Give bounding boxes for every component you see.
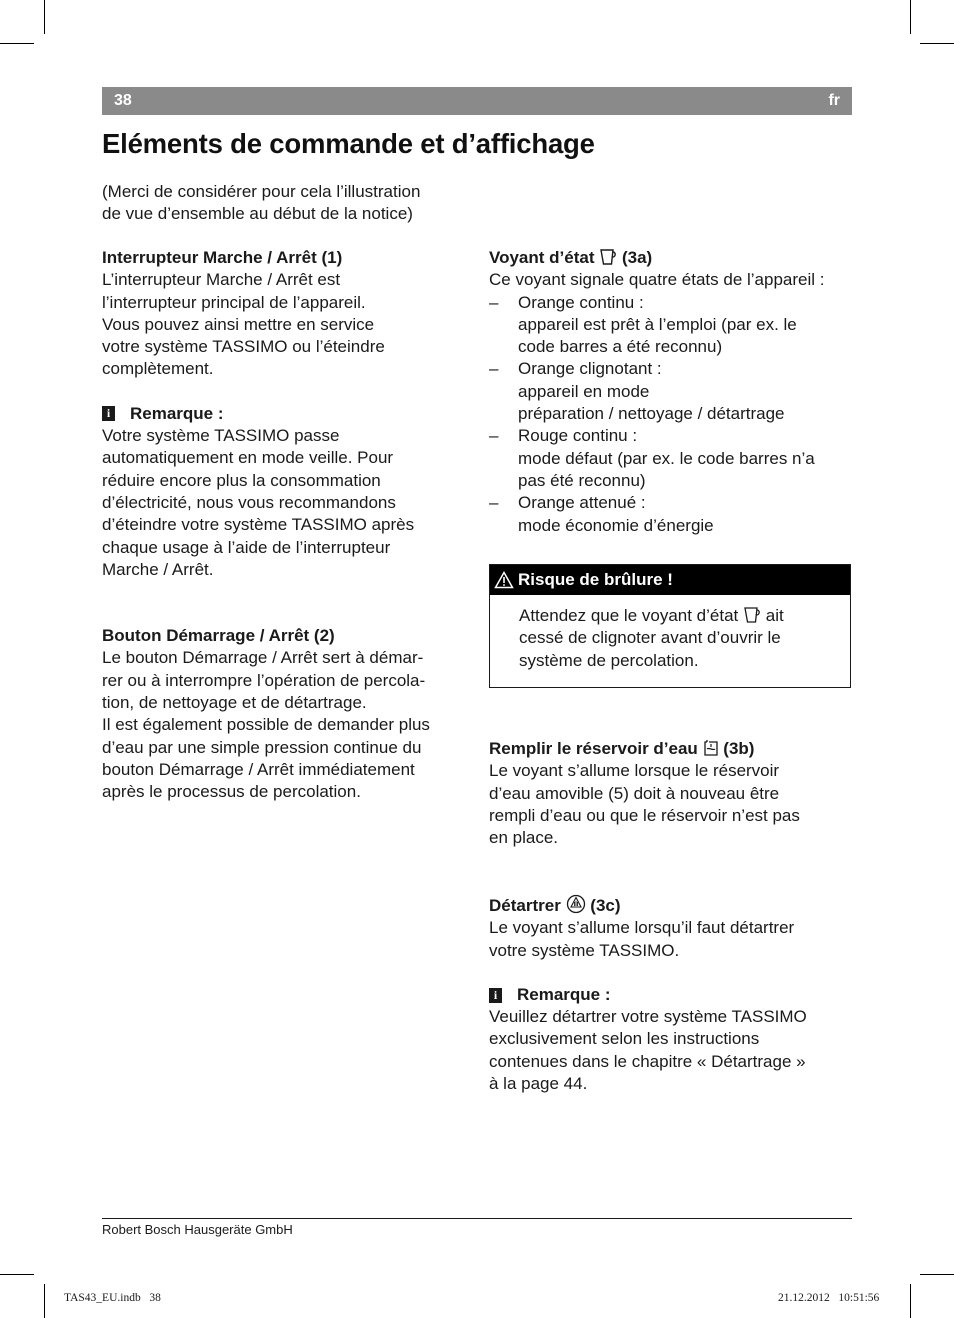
crop-mark bbox=[44, 0, 45, 34]
intro-line: de vue d’ensemble au début de la notice) bbox=[102, 204, 413, 224]
cup-icon bbox=[743, 606, 761, 624]
item-label: Orange continu : bbox=[518, 292, 644, 312]
item-label: Rouge continu : bbox=[518, 426, 638, 446]
text-line: Votre système TASSIMO passe bbox=[102, 426, 340, 446]
cup-icon bbox=[599, 248, 617, 266]
text-line: Marche / Arrêt. bbox=[102, 559, 214, 579]
crop-mark bbox=[910, 1284, 911, 1318]
text-line: votre système TASSIMO ou l’éteindre bbox=[102, 337, 385, 357]
text-line: mode défaut (par ex. le code barres n’a bbox=[518, 448, 815, 468]
text-line: appareil en mode bbox=[518, 381, 650, 401]
warning-triangle-icon bbox=[494, 571, 514, 589]
dash: – bbox=[489, 426, 499, 446]
info-icon: i bbox=[489, 988, 502, 1003]
crop-mark bbox=[910, 0, 911, 34]
text-line: système de percolation. bbox=[519, 650, 699, 670]
text-line: chaque usage à l’aide de l’interrupteur bbox=[102, 537, 391, 557]
text-line: rer ou à interrompre l’opération de percola- bbox=[102, 670, 426, 690]
list-item bbox=[489, 358, 859, 425]
left-column bbox=[102, 247, 472, 804]
warning-heading-text: Risque de brûlure ! bbox=[518, 570, 673, 589]
text-line: code barres a été reconnu) bbox=[518, 337, 723, 357]
section-heading bbox=[489, 738, 859, 760]
text-line: appareil est prêt à l’emploi (par ex. le bbox=[518, 314, 797, 334]
note-heading bbox=[489, 984, 859, 1006]
text-line: Le bouton Démarrage / Arrêt sert à démar- bbox=[102, 648, 424, 668]
heading-text: Détartrer bbox=[489, 896, 561, 915]
text-line: tion, de nettoyage et de détartrage. bbox=[102, 693, 367, 713]
warning-box bbox=[489, 564, 851, 688]
text-line: d’eau amovible (5) doit à nouveau être bbox=[489, 783, 780, 803]
water-tank-icon bbox=[703, 739, 719, 757]
note-heading-text: Remarque : bbox=[130, 403, 224, 423]
heading-text: (3c) bbox=[590, 896, 621, 915]
item-label: Orange attenué : bbox=[518, 493, 646, 513]
text-line: mode économie d’énergie bbox=[518, 515, 714, 535]
voyant-section bbox=[489, 247, 859, 537]
print-slug-file: TAS43_EU.indb 38 bbox=[64, 1292, 161, 1304]
language-code: fr bbox=[828, 92, 840, 109]
text-line: rempli d’eau ou que le réservoir n’est pas bbox=[489, 805, 800, 825]
note-heading bbox=[102, 403, 472, 425]
crop-mark bbox=[920, 43, 954, 44]
heading-text: (3b) bbox=[723, 739, 755, 758]
text-line: d’électricité, nous vous recommandons bbox=[102, 492, 396, 512]
section-heading bbox=[489, 247, 859, 269]
print-slug-date: 21.12.2012 10:51:56 bbox=[778, 1292, 880, 1304]
text-line: Le voyant s’allume lorsque le réservoir bbox=[489, 761, 780, 781]
dash: – bbox=[489, 359, 499, 379]
text-line: complètement. bbox=[102, 359, 214, 379]
text-fragment: Attendez que le voyant d’état bbox=[519, 606, 739, 625]
text-line: Vous pouvez ainsi mettre en service bbox=[102, 314, 375, 334]
text-line: votre système TASSIMO. bbox=[489, 940, 680, 960]
warning-heading bbox=[490, 565, 850, 595]
list-item bbox=[489, 425, 859, 492]
text-line: automatiquement en mode veille. Pour bbox=[102, 448, 394, 468]
descale-icon bbox=[566, 894, 586, 914]
text-line: Le voyant s’allume lorsqu’il faut détartrer bbox=[489, 918, 795, 938]
intro-paragraph bbox=[102, 181, 472, 226]
reservoir-section bbox=[489, 738, 859, 849]
heading-text: (3a) bbox=[621, 248, 653, 267]
footer-divider bbox=[102, 1218, 852, 1219]
intro-line: (Merci de considérer pour cela l’illustration bbox=[102, 182, 421, 201]
detartrer-section bbox=[489, 894, 859, 1095]
info-icon: i bbox=[102, 406, 115, 421]
text-line: préparation / nettoyage / détartrage bbox=[518, 404, 785, 424]
text-line: d’eau par une simple pression continue du bbox=[102, 737, 422, 757]
text-line: contenues dans le chapitre « Détartrage » bbox=[489, 1051, 806, 1071]
crop-mark bbox=[920, 1274, 954, 1275]
dash: – bbox=[489, 493, 499, 513]
text-line: cessé de clignoter avant d’ouvrir le bbox=[519, 628, 781, 648]
text-line: d’éteindre votre système TASSIMO après bbox=[102, 515, 415, 535]
text-line: Ce voyant signale quatre états de l’appareil : bbox=[489, 270, 825, 290]
section-heading: Bouton Démarrage / Arrêt (2) bbox=[102, 626, 335, 646]
page-title: Eléments de commande et d’affichage bbox=[102, 128, 595, 159]
text-line: bouton Démarrage / Arrêt immédiatement bbox=[102, 759, 415, 779]
text-line: en place. bbox=[489, 828, 558, 848]
text-fragment: ait bbox=[765, 606, 784, 625]
note-heading-text: Remarque : bbox=[517, 984, 611, 1004]
crop-mark bbox=[0, 1274, 34, 1275]
text-line: pas été reconnu) bbox=[518, 470, 646, 490]
warning-body bbox=[490, 595, 850, 672]
crop-mark bbox=[0, 43, 34, 44]
text-line: après le processus de percolation. bbox=[102, 782, 361, 802]
heading-text: Remplir le réservoir d’eau bbox=[489, 739, 698, 758]
text-line: Veuillez détartrer votre système TASSIMO bbox=[489, 1007, 807, 1027]
heading-text: Voyant d’état bbox=[489, 248, 595, 267]
footer-company: Robert Bosch Hausgeräte GmbH bbox=[102, 1222, 293, 1237]
section-heading: Interrupteur Marche / Arrêt (1) bbox=[102, 248, 343, 267]
text-line: L’interrupteur Marche / Arrêt est bbox=[102, 270, 341, 290]
text-line: Il est également possible de demander plus bbox=[102, 715, 430, 735]
item-label: Orange clignotant : bbox=[518, 359, 662, 379]
section-heading bbox=[489, 894, 859, 917]
page-number: 38 bbox=[114, 92, 132, 109]
text-line: exclusivement selon les instructions bbox=[489, 1029, 760, 1049]
header-bar bbox=[102, 87, 852, 115]
text-line: à la page 44. bbox=[489, 1074, 588, 1094]
list-item bbox=[489, 292, 859, 359]
text-line: réduire encore plus la consommation bbox=[102, 470, 381, 490]
dash: – bbox=[489, 292, 499, 312]
crop-mark bbox=[44, 1284, 45, 1318]
list-item bbox=[489, 492, 859, 537]
text-line: l’interrupteur principal de l’appareil. bbox=[102, 292, 366, 312]
